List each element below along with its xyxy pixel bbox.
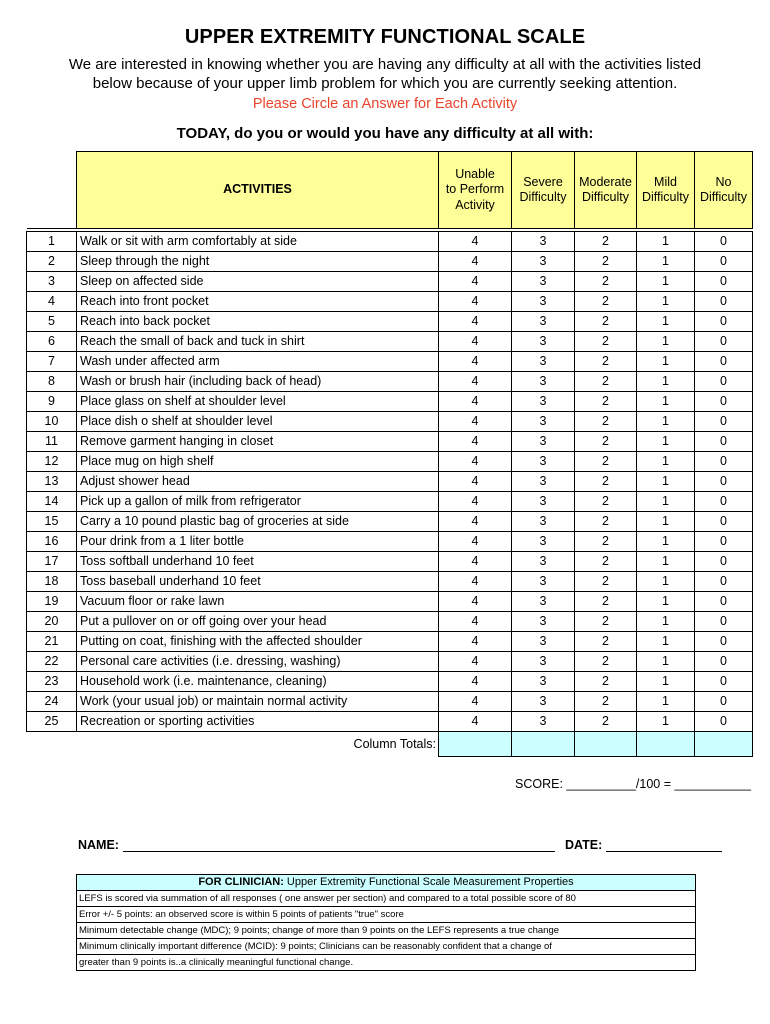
totals-blank <box>27 732 77 757</box>
table-row <box>27 632 753 652</box>
answer-option-3[interactable]: 3 <box>512 372 575 392</box>
activity-number: 9 <box>27 392 77 412</box>
activity-number: 3 <box>27 272 77 292</box>
answer-option-2[interactable]: 2 <box>575 312 637 332</box>
column-total-cell[interactable] <box>575 732 637 757</box>
activity-number: 15 <box>27 512 77 532</box>
answer-option-3[interactable]: 3 <box>512 592 575 612</box>
activity-number: 14 <box>27 492 77 512</box>
answer-option-1[interactable]: 1 <box>637 492 695 512</box>
answer-option-4[interactable]: 4 <box>439 472 512 492</box>
activity-number: 17 <box>27 552 77 572</box>
answer-option-0[interactable]: 0 <box>695 232 753 252</box>
intro-line-2: below because of your upper limb problem for which you are currently seeking attention. <box>92 75 678 92</box>
answer-option-2[interactable]: 2 <box>575 432 637 452</box>
answer-option-0[interactable]: 0 <box>695 532 753 552</box>
activity-number: 12 <box>27 452 77 472</box>
answer-option-3[interactable]: 3 <box>512 552 575 572</box>
answer-option-2[interactable]: 2 <box>575 672 637 692</box>
activity-label: Wash under affected arm <box>77 352 439 372</box>
column-totals-label: Column Totals: <box>353 736 436 751</box>
header-moderate-l1: Moderate <box>579 174 632 189</box>
answer-option-2[interactable]: 2 <box>575 392 637 412</box>
answer-option-0[interactable]: 0 <box>695 252 753 272</box>
activity-label: Pour drink from a 1 liter bottle <box>77 532 439 552</box>
activity-number: 2 <box>27 252 77 272</box>
table-row <box>27 672 753 692</box>
date-input-line[interactable] <box>606 838 722 852</box>
header-severe <box>512 152 575 229</box>
table-row <box>27 512 753 532</box>
activity-number: 13 <box>27 472 77 492</box>
table-row <box>27 412 753 432</box>
date-field[interactable] <box>565 838 722 852</box>
activity-number: 25 <box>27 712 77 732</box>
answer-option-2[interactable]: 2 <box>575 552 637 572</box>
activity-number: 21 <box>27 632 77 652</box>
answer-option-1[interactable]: 1 <box>637 632 695 652</box>
activity-number: 19 <box>27 592 77 612</box>
answer-option-1[interactable]: 1 <box>637 672 695 692</box>
column-total-cell[interactable] <box>512 732 575 757</box>
answer-option-2[interactable]: 2 <box>575 572 637 592</box>
clinician-row: greater than 9 points is..a clinically meaningful functional change. <box>79 957 354 968</box>
clinician-row: Minimum detectable change (MDC); 9 points; change of more than 9 points on the LEFS represents a true change <box>77 923 695 939</box>
answer-option-0[interactable]: 0 <box>695 492 753 512</box>
answer-option-4[interactable]: 4 <box>439 532 512 552</box>
activity-label: Place dish o shelf at shoulder level <box>77 412 439 432</box>
clinician-box <box>76 874 696 971</box>
activity-number: 7 <box>27 352 77 372</box>
header-mild-l1: Mild <box>654 174 677 189</box>
table-row <box>27 292 753 312</box>
answer-option-1[interactable]: 1 <box>637 552 695 572</box>
table-row <box>27 612 753 632</box>
answer-option-2[interactable]: 2 <box>575 692 637 712</box>
activity-label: Work (your usual job) or maintain normal activity <box>77 692 439 712</box>
column-total-cell[interactable] <box>695 732 753 757</box>
answer-option-1[interactable]: 1 <box>637 512 695 532</box>
activity-label: Remove garment hanging in closet <box>77 432 439 452</box>
answer-option-0[interactable]: 0 <box>695 592 753 612</box>
answer-option-2[interactable]: 2 <box>575 712 637 732</box>
answer-option-4[interactable]: 4 <box>439 292 512 312</box>
table-row <box>27 592 753 612</box>
answer-option-3[interactable]: 3 <box>512 272 575 292</box>
header-no-l1: No <box>715 174 732 189</box>
answer-option-4[interactable]: 4 <box>439 372 512 392</box>
activity-label: Sleep through the night <box>77 252 439 272</box>
table-row <box>27 692 753 712</box>
answer-option-0[interactable]: 0 <box>695 312 753 332</box>
date-label: DATE: <box>565 838 603 852</box>
answer-option-3[interactable]: 3 <box>512 612 575 632</box>
score-line[interactable]: SCORE: __________/100 = ___________ <box>515 777 751 791</box>
activity-number: 10 <box>27 412 77 432</box>
activity-label: Reach into front pocket <box>77 292 439 312</box>
table-row <box>27 272 753 292</box>
activity-label: Reach into back pocket <box>77 312 439 332</box>
answer-option-4[interactable]: 4 <box>439 612 512 632</box>
clinician-row: Minimum clinically important difference (MCID): 9 points; Clinicians can be reasonably confident that a change of <box>77 939 695 955</box>
answer-option-0[interactable]: 0 <box>695 372 753 392</box>
answer-option-4[interactable]: 4 <box>439 272 512 292</box>
answer-option-3[interactable]: 3 <box>512 632 575 652</box>
answer-option-0[interactable]: 0 <box>695 272 753 292</box>
answer-option-4[interactable]: 4 <box>439 552 512 572</box>
activity-label: Putting on coat, finishing with the affected shoulder <box>77 632 439 652</box>
answer-option-1[interactable]: 1 <box>637 692 695 712</box>
answer-option-0[interactable]: 0 <box>695 432 753 452</box>
answer-option-1[interactable]: 1 <box>637 592 695 612</box>
answer-option-1[interactable]: 1 <box>637 232 695 252</box>
answer-option-3[interactable]: 3 <box>512 572 575 592</box>
answer-option-3[interactable]: 3 <box>512 712 575 732</box>
activity-label: Place glass on shelf at shoulder level <box>77 392 439 412</box>
header-severe-l1: Severe <box>523 174 563 189</box>
answer-option-1[interactable]: 1 <box>637 532 695 552</box>
answer-option-4[interactable]: 4 <box>439 592 512 612</box>
activity-number: 4 <box>27 292 77 312</box>
table-row <box>27 392 753 412</box>
table-row <box>27 432 753 452</box>
answer-option-4[interactable]: 4 <box>439 512 512 532</box>
answer-option-1[interactable]: 1 <box>637 712 695 732</box>
table-header-row <box>27 152 753 229</box>
answer-option-3[interactable]: 3 <box>512 452 575 472</box>
header-moderate <box>575 152 637 229</box>
answer-option-1[interactable]: 1 <box>637 312 695 332</box>
answer-option-4[interactable]: 4 <box>439 452 512 472</box>
activity-label: Vacuum floor or rake lawn <box>77 592 439 612</box>
answer-option-0[interactable]: 0 <box>695 612 753 632</box>
answer-option-2[interactable]: 2 <box>575 652 637 672</box>
answer-option-4[interactable]: 4 <box>439 392 512 412</box>
answer-option-1[interactable]: 1 <box>637 652 695 672</box>
answer-option-0[interactable]: 0 <box>695 572 753 592</box>
answer-option-1[interactable]: 1 <box>637 392 695 412</box>
activity-label: Sleep on affected side <box>77 272 439 292</box>
answer-option-2[interactable]: 2 <box>575 612 637 632</box>
answer-option-0[interactable]: 0 <box>695 392 753 412</box>
answer-option-3[interactable]: 3 <box>512 292 575 312</box>
answer-option-0[interactable]: 0 <box>695 292 753 312</box>
name-label: NAME: <box>78 838 119 852</box>
table-row <box>27 372 753 392</box>
activity-label: Walk or sit with arm comfortably at side <box>77 232 439 252</box>
answer-option-1[interactable]: 1 <box>637 372 695 392</box>
activity-label: Wash or brush hair (including back of head) <box>77 372 439 392</box>
activity-number: 16 <box>27 532 77 552</box>
answer-option-0[interactable]: 0 <box>695 452 753 472</box>
answer-option-0[interactable]: 0 <box>695 652 753 672</box>
answer-option-2[interactable]: 2 <box>575 492 637 512</box>
answer-option-2[interactable]: 2 <box>575 532 637 552</box>
activity-number: 8 <box>27 372 77 392</box>
activity-label: Put a pullover on or off going over your head <box>77 612 439 632</box>
answer-option-4[interactable]: 4 <box>439 252 512 272</box>
answer-option-2[interactable]: 2 <box>575 292 637 312</box>
answer-option-1[interactable]: 1 <box>637 332 695 352</box>
column-total-cell[interactable] <box>439 732 512 757</box>
activity-label: Household work (i.e. maintenance, cleaning) <box>77 672 439 692</box>
table-row <box>27 652 753 672</box>
answer-option-4[interactable]: 4 <box>439 572 512 592</box>
answer-option-3[interactable]: 3 <box>512 492 575 512</box>
answer-option-3[interactable]: 3 <box>512 392 575 412</box>
table-row <box>27 532 753 552</box>
activity-label: Place mug on high shelf <box>77 452 439 472</box>
answer-option-4[interactable]: 4 <box>439 352 512 372</box>
header-activities: ACTIVITIES <box>77 152 439 229</box>
activity-number: 23 <box>27 672 77 692</box>
answer-option-2[interactable]: 2 <box>575 372 637 392</box>
answer-option-0[interactable]: 0 <box>695 332 753 352</box>
table-row <box>27 252 753 272</box>
answer-option-3[interactable]: 3 <box>512 672 575 692</box>
activity-number: 20 <box>27 612 77 632</box>
answer-option-1[interactable]: 1 <box>637 352 695 372</box>
header-mild <box>637 152 695 229</box>
intro-text <box>40 55 730 93</box>
activity-number: 11 <box>27 432 77 452</box>
header-unable <box>439 152 512 229</box>
table-row <box>27 552 753 572</box>
instruction-text: Please Circle an Answer for Each Activity <box>252 96 518 112</box>
answer-option-0[interactable]: 0 <box>695 692 753 712</box>
activity-number: 1 <box>27 232 77 252</box>
answer-option-2[interactable]: 2 <box>575 472 637 492</box>
table-row <box>27 452 753 472</box>
answer-option-2[interactable]: 2 <box>575 352 637 372</box>
header-unable-l3: Activity <box>455 197 495 212</box>
answer-option-3[interactable]: 3 <box>512 312 575 332</box>
answer-option-4[interactable]: 4 <box>439 332 512 352</box>
activity-label: Adjust shower head <box>77 472 439 492</box>
activity-number: 24 <box>27 692 77 712</box>
clinician-row: Error +/- 5 points: an observed score is within 5 points of patients "true" score <box>77 907 695 923</box>
column-totals-row <box>27 732 753 757</box>
activity-label: Toss softball underhand 10 feet <box>77 552 439 572</box>
intro-line-1: We are interested in knowing whether you are having any difficulty at all with the activities listed <box>68 56 702 73</box>
header-unable-l1: Unable <box>455 166 495 181</box>
answer-option-0[interactable]: 0 <box>695 512 753 532</box>
answer-option-4[interactable]: 4 <box>439 672 512 692</box>
answer-option-4[interactable]: 4 <box>439 692 512 712</box>
table-row <box>27 472 753 492</box>
header-no <box>695 152 753 229</box>
answer-option-3[interactable]: 3 <box>512 232 575 252</box>
answer-option-2[interactable]: 2 <box>575 592 637 612</box>
activity-label: Personal care activities (i.e. dressing, washing) <box>77 652 439 672</box>
answer-option-0[interactable]: 0 <box>695 672 753 692</box>
answer-option-3[interactable]: 3 <box>512 532 575 552</box>
answer-option-4[interactable]: 4 <box>439 232 512 252</box>
column-total-cell[interactable] <box>637 732 695 757</box>
header-no-l2: Difficulty <box>699 190 747 204</box>
answer-option-2[interactable]: 2 <box>575 252 637 272</box>
answer-option-1[interactable]: 1 <box>637 452 695 472</box>
answer-option-2[interactable]: 2 <box>575 332 637 352</box>
answer-option-0[interactable]: 0 <box>695 472 753 492</box>
answer-option-3[interactable]: 3 <box>512 432 575 452</box>
answer-option-3[interactable]: 3 <box>512 352 575 372</box>
form-title: UPPER EXTREMITY FUNCTIONAL SCALE <box>184 26 586 48</box>
answer-option-4[interactable]: 4 <box>439 312 512 332</box>
clinician-heading-rest: Upper Extremity Functional Scale Measurement Properties <box>283 876 574 888</box>
answer-option-1[interactable]: 1 <box>637 572 695 592</box>
answer-option-4[interactable]: 4 <box>439 492 512 512</box>
answer-option-1[interactable]: 1 <box>637 612 695 632</box>
table-row <box>27 232 753 252</box>
answer-option-1[interactable]: 1 <box>637 252 695 272</box>
activity-label: Carry a 10 pound plastic bag of groceries at side <box>77 512 439 532</box>
activity-number: 6 <box>27 332 77 352</box>
answer-option-2[interactable]: 2 <box>575 632 637 652</box>
answer-option-4[interactable]: 4 <box>439 652 512 672</box>
answer-option-3[interactable]: 3 <box>512 472 575 492</box>
table-row <box>27 332 753 352</box>
answer-option-0[interactable]: 0 <box>695 632 753 652</box>
answer-option-1[interactable]: 1 <box>637 472 695 492</box>
activity-label: Recreation or sporting activities <box>77 712 439 732</box>
activity-number: 22 <box>27 652 77 672</box>
answer-option-2[interactable]: 2 <box>575 452 637 472</box>
answer-option-1[interactable]: 1 <box>637 432 695 452</box>
activity-label: Toss baseball underhand 10 feet <box>77 572 439 592</box>
answer-option-4[interactable]: 4 <box>439 432 512 452</box>
table-row <box>27 572 753 592</box>
answer-option-0[interactable]: 0 <box>695 712 753 732</box>
header-mild-l2: Difficulty <box>641 190 689 204</box>
clinician-heading <box>77 875 695 891</box>
activities-table <box>26 151 753 757</box>
table-row <box>27 712 753 732</box>
answer-option-3[interactable]: 3 <box>512 332 575 352</box>
answer-option-0[interactable]: 0 <box>695 412 753 432</box>
answer-option-4[interactable]: 4 <box>439 412 512 432</box>
table-row <box>27 312 753 332</box>
answer-option-3[interactable]: 3 <box>512 652 575 672</box>
answer-option-2[interactable]: 2 <box>575 512 637 532</box>
answer-option-1[interactable]: 1 <box>637 272 695 292</box>
answer-option-0[interactable]: 0 <box>695 352 753 372</box>
table-row <box>27 352 753 372</box>
activity-number: 5 <box>27 312 77 332</box>
table-row <box>27 492 753 512</box>
name-field[interactable] <box>78 838 555 852</box>
answer-option-3[interactable]: 3 <box>512 692 575 712</box>
question-text: TODAY, do you or would you have any difficulty at all with: <box>176 125 594 142</box>
answer-option-2[interactable]: 2 <box>575 412 637 432</box>
activity-number: 18 <box>27 572 77 592</box>
answer-option-4[interactable]: 4 <box>439 632 512 652</box>
header-unable-l2: to Perform <box>445 182 505 197</box>
clinician-heading-bold: FOR CLINICIAN: <box>198 876 284 888</box>
header-moderate-l2: Difficulty <box>581 190 629 204</box>
header-blank <box>27 152 77 229</box>
answer-option-3[interactable]: 3 <box>512 412 575 432</box>
answer-option-4[interactable]: 4 <box>439 712 512 732</box>
answer-option-3[interactable]: 3 <box>512 252 575 272</box>
answer-option-2[interactable]: 2 <box>575 232 637 252</box>
answer-option-3[interactable]: 3 <box>512 512 575 532</box>
activity-label: Pick up a gallon of milk from refrigerator <box>77 492 439 512</box>
answer-option-2[interactable]: 2 <box>575 272 637 292</box>
clinician-row: LEFS is scored via summation of all responses ( one answer per section) and compared to a total possible score of 80 <box>77 891 695 907</box>
answer-option-1[interactable]: 1 <box>637 292 695 312</box>
header-severe-l2: Difficulty <box>519 190 567 204</box>
answer-option-0[interactable]: 0 <box>695 552 753 572</box>
name-input-line[interactable] <box>123 838 555 852</box>
answer-option-1[interactable]: 1 <box>637 412 695 432</box>
activity-label: Reach the small of back and tuck in shirt <box>77 332 439 352</box>
